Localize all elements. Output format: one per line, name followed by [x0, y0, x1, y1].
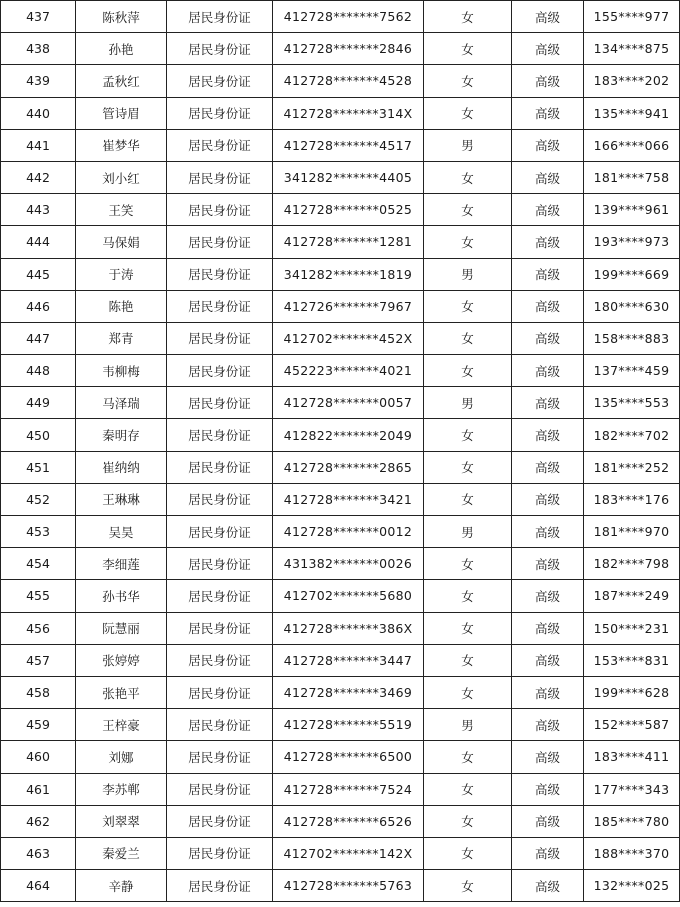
phone-number: 152****587 — [584, 709, 680, 741]
gender: 女 — [424, 355, 512, 387]
row-number: 453 — [1, 516, 76, 548]
row-number: 464 — [1, 870, 76, 902]
gender: 男 — [424, 258, 512, 290]
person-name: 陈艳 — [76, 290, 167, 322]
table-row — [1, 387, 680, 419]
table-row — [1, 837, 680, 869]
row-number: 439 — [1, 65, 76, 97]
gender: 女 — [424, 290, 512, 322]
phone-number: 183****176 — [584, 483, 680, 515]
level: 高级 — [512, 97, 584, 129]
level: 高级 — [512, 548, 584, 580]
row-number: 458 — [1, 676, 76, 708]
id-number: 412728*******7562 — [273, 1, 424, 33]
id-type: 居民身份证 — [167, 161, 273, 193]
person-name: 郑青 — [76, 322, 167, 354]
id-number: 341282*******1819 — [273, 258, 424, 290]
roster-body — [1, 1, 680, 902]
person-name: 张婷婷 — [76, 644, 167, 676]
person-name: 王琳琳 — [76, 483, 167, 515]
table-row — [1, 226, 680, 258]
id-type: 居民身份证 — [167, 355, 273, 387]
row-number: 451 — [1, 451, 76, 483]
level: 高级 — [512, 451, 584, 483]
person-name: 韦柳梅 — [76, 355, 167, 387]
table-row — [1, 612, 680, 644]
level: 高级 — [512, 1, 584, 33]
gender: 女 — [424, 451, 512, 483]
person-name: 刘小红 — [76, 161, 167, 193]
row-number: 461 — [1, 773, 76, 805]
id-type: 居民身份证 — [167, 129, 273, 161]
phone-number: 177****343 — [584, 773, 680, 805]
gender: 男 — [424, 129, 512, 161]
id-type: 居民身份证 — [167, 387, 273, 419]
table-row — [1, 97, 680, 129]
id-type: 居民身份证 — [167, 870, 273, 902]
person-name: 辛静 — [76, 870, 167, 902]
id-type: 居民身份证 — [167, 65, 273, 97]
person-name: 刘翠翠 — [76, 805, 167, 837]
row-number: 446 — [1, 290, 76, 322]
id-number: 412728*******0525 — [273, 194, 424, 226]
id-number: 412702*******452X — [273, 322, 424, 354]
id-type: 居民身份证 — [167, 773, 273, 805]
person-name: 陈秋萍 — [76, 1, 167, 33]
id-number: 412728*******5763 — [273, 870, 424, 902]
gender: 女 — [424, 161, 512, 193]
row-number: 456 — [1, 612, 76, 644]
row-number: 444 — [1, 226, 76, 258]
person-name: 孟秋红 — [76, 65, 167, 97]
table-row — [1, 516, 680, 548]
phone-number: 182****798 — [584, 548, 680, 580]
id-number: 412728*******1281 — [273, 226, 424, 258]
id-type: 居民身份证 — [167, 483, 273, 515]
table-row — [1, 1, 680, 33]
id-number: 431382*******0026 — [273, 548, 424, 580]
level: 高级 — [512, 805, 584, 837]
table-row — [1, 676, 680, 708]
phone-number: 193****973 — [584, 226, 680, 258]
id-type: 居民身份证 — [167, 33, 273, 65]
id-number: 412728*******314X — [273, 97, 424, 129]
row-number: 448 — [1, 355, 76, 387]
level: 高级 — [512, 387, 584, 419]
gender: 女 — [424, 741, 512, 773]
person-name: 刘娜 — [76, 741, 167, 773]
level: 高级 — [512, 419, 584, 451]
phone-number: 132****025 — [584, 870, 680, 902]
level: 高级 — [512, 65, 584, 97]
table-row — [1, 161, 680, 193]
level: 高级 — [512, 709, 584, 741]
phone-number: 182****702 — [584, 419, 680, 451]
table-row — [1, 65, 680, 97]
level: 高级 — [512, 644, 584, 676]
row-number: 440 — [1, 97, 76, 129]
gender: 女 — [424, 194, 512, 226]
phone-number: 185****780 — [584, 805, 680, 837]
id-number: 452223*******4021 — [273, 355, 424, 387]
gender: 女 — [424, 676, 512, 708]
level: 高级 — [512, 837, 584, 869]
gender: 男 — [424, 387, 512, 419]
table-row — [1, 709, 680, 741]
row-number: 438 — [1, 33, 76, 65]
table-row — [1, 355, 680, 387]
person-name: 于涛 — [76, 258, 167, 290]
row-number: 459 — [1, 709, 76, 741]
phone-number: 199****628 — [584, 676, 680, 708]
level: 高级 — [512, 580, 584, 612]
id-number: 341282*******4405 — [273, 161, 424, 193]
level: 高级 — [512, 322, 584, 354]
id-type: 居民身份证 — [167, 322, 273, 354]
gender: 女 — [424, 419, 512, 451]
table-row — [1, 129, 680, 161]
row-number: 442 — [1, 161, 76, 193]
phone-number: 181****970 — [584, 516, 680, 548]
level: 高级 — [512, 870, 584, 902]
id-number: 412728*******3421 — [273, 483, 424, 515]
row-number: 449 — [1, 387, 76, 419]
table-row — [1, 741, 680, 773]
id-number: 412702*******142X — [273, 837, 424, 869]
person-name: 张艳平 — [76, 676, 167, 708]
level: 高级 — [512, 773, 584, 805]
row-number: 455 — [1, 580, 76, 612]
id-type: 居民身份证 — [167, 194, 273, 226]
id-type: 居民身份证 — [167, 741, 273, 773]
gender: 女 — [424, 644, 512, 676]
gender: 女 — [424, 870, 512, 902]
level: 高级 — [512, 355, 584, 387]
id-type: 居民身份证 — [167, 805, 273, 837]
id-type: 居民身份证 — [167, 580, 273, 612]
id-number: 412728*******4528 — [273, 65, 424, 97]
table-row — [1, 773, 680, 805]
row-number: 450 — [1, 419, 76, 451]
level: 高级 — [512, 612, 584, 644]
person-name: 管诗眉 — [76, 97, 167, 129]
level: 高级 — [512, 194, 584, 226]
id-type: 居民身份证 — [167, 419, 273, 451]
gender: 女 — [424, 483, 512, 515]
phone-number: 150****231 — [584, 612, 680, 644]
row-number: 441 — [1, 129, 76, 161]
gender: 女 — [424, 837, 512, 869]
id-number: 412728*******386X — [273, 612, 424, 644]
person-name: 王笑 — [76, 194, 167, 226]
phone-number: 181****758 — [584, 161, 680, 193]
person-name: 崔梦华 — [76, 129, 167, 161]
person-name: 马泽瑞 — [76, 387, 167, 419]
level: 高级 — [512, 161, 584, 193]
table-row — [1, 483, 680, 515]
row-number: 462 — [1, 805, 76, 837]
level: 高级 — [512, 483, 584, 515]
gender: 女 — [424, 97, 512, 129]
gender: 女 — [424, 773, 512, 805]
row-number: 437 — [1, 1, 76, 33]
phone-number: 158****883 — [584, 322, 680, 354]
person-name: 王梓豪 — [76, 709, 167, 741]
level: 高级 — [512, 33, 584, 65]
gender: 女 — [424, 33, 512, 65]
phone-number: 137****459 — [584, 355, 680, 387]
person-name: 李苏郸 — [76, 773, 167, 805]
person-name: 秦明存 — [76, 419, 167, 451]
phone-number: 188****370 — [584, 837, 680, 869]
row-number: 445 — [1, 258, 76, 290]
gender: 女 — [424, 322, 512, 354]
table-row — [1, 290, 680, 322]
gender: 女 — [424, 805, 512, 837]
level: 高级 — [512, 226, 584, 258]
id-number: 412728*******6526 — [273, 805, 424, 837]
phone-number: 134****875 — [584, 33, 680, 65]
id-type: 居民身份证 — [167, 1, 273, 33]
phone-number: 180****630 — [584, 290, 680, 322]
row-number: 454 — [1, 548, 76, 580]
row-number: 457 — [1, 644, 76, 676]
person-name: 李细莲 — [76, 548, 167, 580]
phone-number: 183****411 — [584, 741, 680, 773]
phone-number: 135****553 — [584, 387, 680, 419]
phone-number: 155****977 — [584, 1, 680, 33]
table-row — [1, 548, 680, 580]
table-row — [1, 258, 680, 290]
id-type: 居民身份证 — [167, 612, 273, 644]
level: 高级 — [512, 741, 584, 773]
phone-number: 183****202 — [584, 65, 680, 97]
id-number: 412702*******5680 — [273, 580, 424, 612]
id-type: 居民身份证 — [167, 451, 273, 483]
phone-number: 187****249 — [584, 580, 680, 612]
gender: 男 — [424, 516, 512, 548]
person-name: 秦爱兰 — [76, 837, 167, 869]
id-type: 居民身份证 — [167, 516, 273, 548]
gender: 女 — [424, 1, 512, 33]
row-number: 463 — [1, 837, 76, 869]
gender: 女 — [424, 580, 512, 612]
gender: 男 — [424, 709, 512, 741]
phone-number: 153****831 — [584, 644, 680, 676]
id-number: 412728*******7524 — [273, 773, 424, 805]
person-name: 孙艳 — [76, 33, 167, 65]
level: 高级 — [512, 258, 584, 290]
person-name: 吴昊 — [76, 516, 167, 548]
gender: 女 — [424, 226, 512, 258]
table-row — [1, 644, 680, 676]
gender: 女 — [424, 548, 512, 580]
row-number: 452 — [1, 483, 76, 515]
phone-number: 181****252 — [584, 451, 680, 483]
id-number: 412728*******4517 — [273, 129, 424, 161]
id-number: 412822*******2049 — [273, 419, 424, 451]
table-row — [1, 580, 680, 612]
id-number: 412728*******0057 — [273, 387, 424, 419]
id-number: 412728*******6500 — [273, 741, 424, 773]
phone-number: 139****961 — [584, 194, 680, 226]
person-name: 阮慧丽 — [76, 612, 167, 644]
gender: 女 — [424, 612, 512, 644]
table-row — [1, 870, 680, 902]
level: 高级 — [512, 516, 584, 548]
id-number: 412728*******2846 — [273, 33, 424, 65]
row-number: 443 — [1, 194, 76, 226]
table-row — [1, 419, 680, 451]
id-number: 412728*******2865 — [273, 451, 424, 483]
table-row — [1, 805, 680, 837]
id-type: 居民身份证 — [167, 837, 273, 869]
phone-number: 166****066 — [584, 129, 680, 161]
gender: 女 — [424, 65, 512, 97]
id-number: 412728*******5519 — [273, 709, 424, 741]
row-number: 447 — [1, 322, 76, 354]
level: 高级 — [512, 129, 584, 161]
id-type: 居民身份证 — [167, 644, 273, 676]
id-type: 居民身份证 — [167, 97, 273, 129]
id-type: 居民身份证 — [167, 548, 273, 580]
id-type: 居民身份证 — [167, 290, 273, 322]
id-number: 412728*******3469 — [273, 676, 424, 708]
table-row — [1, 451, 680, 483]
table-row — [1, 33, 680, 65]
person-name: 崔纳纳 — [76, 451, 167, 483]
phone-number: 135****941 — [584, 97, 680, 129]
id-type: 居民身份证 — [167, 709, 273, 741]
phone-number: 199****669 — [584, 258, 680, 290]
id-type: 居民身份证 — [167, 676, 273, 708]
level: 高级 — [512, 290, 584, 322]
level: 高级 — [512, 676, 584, 708]
person-name: 马保娟 — [76, 226, 167, 258]
table-row — [1, 194, 680, 226]
id-number: 412728*******0012 — [273, 516, 424, 548]
id-type: 居民身份证 — [167, 226, 273, 258]
person-name: 孙书华 — [76, 580, 167, 612]
id-number: 412728*******3447 — [273, 644, 424, 676]
id-type: 居民身份证 — [167, 258, 273, 290]
row-number: 460 — [1, 741, 76, 773]
table-row — [1, 322, 680, 354]
id-number: 412726*******7967 — [273, 290, 424, 322]
